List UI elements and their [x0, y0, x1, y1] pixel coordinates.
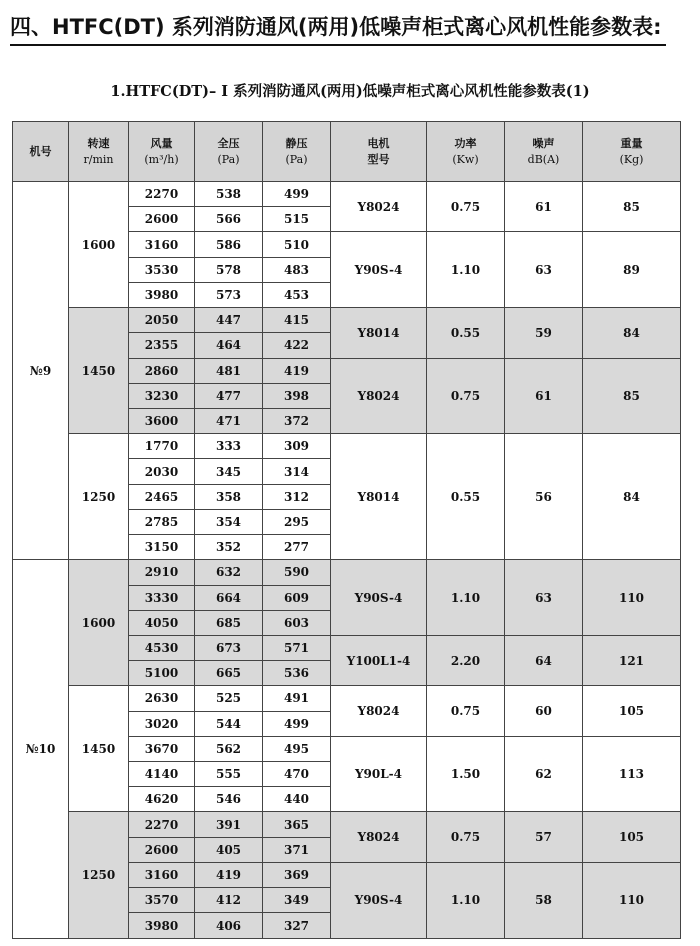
motor-cell: Y8014 [331, 308, 427, 358]
flow-cell: 3160 [129, 232, 195, 257]
power-cell: 0.75 [427, 812, 505, 862]
static-pressure-cell: 419 [263, 358, 331, 383]
page-title: 四、HTFC(DT) 系列消防通风(两用)低噪声柜式离心风机性能参数表: [10, 14, 666, 46]
weight-cell: 85 [583, 182, 681, 232]
weight-cell: 105 [583, 812, 681, 862]
flow-cell: 2270 [129, 182, 195, 207]
power-cell: 1.10 [427, 560, 505, 636]
static-pressure-cell: 422 [263, 333, 331, 358]
total-pressure-cell: 391 [195, 812, 263, 837]
static-pressure-cell: 571 [263, 635, 331, 660]
table-row [13, 434, 681, 459]
flow-cell: 3530 [129, 257, 195, 282]
power-cell: 1.50 [427, 736, 505, 812]
motor-cell: Y100L1-4 [331, 635, 427, 685]
speed-cell: 1250 [69, 434, 129, 560]
weight-cell: 89 [583, 232, 681, 308]
total-pressure-cell: 573 [195, 282, 263, 307]
weight-cell: 84 [583, 434, 681, 560]
static-pressure-cell: 398 [263, 383, 331, 408]
weight-cell: 113 [583, 736, 681, 812]
total-pressure-cell: 419 [195, 862, 263, 887]
total-pressure-cell: 354 [195, 509, 263, 534]
total-pressure-cell: 562 [195, 736, 263, 761]
noise-cell: 61 [505, 182, 583, 232]
flow-cell: 1770 [129, 434, 195, 459]
flow-cell: 3330 [129, 585, 195, 610]
noise-cell: 58 [505, 862, 583, 938]
header-static-pressure: 静压 (Pa) [263, 122, 331, 182]
flow-cell: 3230 [129, 383, 195, 408]
flow-cell: 2050 [129, 308, 195, 333]
total-pressure-cell: 685 [195, 610, 263, 635]
static-pressure-cell: 470 [263, 762, 331, 787]
flow-cell: 2630 [129, 686, 195, 711]
static-pressure-cell: 371 [263, 837, 331, 862]
table-title: 1.HTFC(DT)– Ⅰ 系列消防通风(两用)低噪声柜式离心风机性能参数表(1) [110, 83, 590, 100]
total-pressure-cell: 546 [195, 787, 263, 812]
flow-cell: 3600 [129, 408, 195, 433]
static-pressure-cell: 483 [263, 257, 331, 282]
static-pressure-cell: 603 [263, 610, 331, 635]
static-pressure-cell: 491 [263, 686, 331, 711]
model-cell: №9 [13, 182, 69, 560]
flow-cell: 2270 [129, 812, 195, 837]
table-row [13, 308, 681, 333]
header-motor: 电机 型号 [331, 122, 427, 182]
flow-cell: 4140 [129, 762, 195, 787]
speed-cell: 1450 [69, 686, 129, 812]
power-cell: 1.10 [427, 232, 505, 308]
total-pressure-cell: 665 [195, 661, 263, 686]
header-noise: 噪声 dB(A) [505, 122, 583, 182]
table-body [13, 182, 681, 939]
motor-cell: Y90S-4 [331, 232, 427, 308]
flow-cell: 2355 [129, 333, 195, 358]
static-pressure-cell: 415 [263, 308, 331, 333]
total-pressure-cell: 578 [195, 257, 263, 282]
speed-cell: 1250 [69, 812, 129, 939]
static-pressure-cell: 349 [263, 888, 331, 913]
header-speed: 转速 r/min [69, 122, 129, 182]
flow-cell: 2860 [129, 358, 195, 383]
static-pressure-cell: 515 [263, 207, 331, 232]
static-pressure-cell: 440 [263, 787, 331, 812]
noise-cell: 63 [505, 232, 583, 308]
noise-cell: 57 [505, 812, 583, 862]
power-cell: 0.75 [427, 686, 505, 736]
static-pressure-cell: 536 [263, 661, 331, 686]
total-pressure-cell: 566 [195, 207, 263, 232]
noise-cell: 64 [505, 635, 583, 685]
motor-cell: Y90S-4 [331, 560, 427, 636]
table-header-row [13, 122, 681, 182]
static-pressure-cell: 372 [263, 408, 331, 433]
power-cell: 1.10 [427, 862, 505, 938]
motor-cell: Y8024 [331, 182, 427, 232]
total-pressure-cell: 405 [195, 837, 263, 862]
flow-cell: 2785 [129, 509, 195, 534]
static-pressure-cell: 314 [263, 459, 331, 484]
flow-cell: 2030 [129, 459, 195, 484]
weight-cell: 121 [583, 635, 681, 685]
static-pressure-cell: 365 [263, 812, 331, 837]
static-pressure-cell: 312 [263, 484, 331, 509]
flow-cell: 2910 [129, 560, 195, 585]
performance-table [12, 121, 681, 939]
flow-cell: 4620 [129, 787, 195, 812]
total-pressure-cell: 544 [195, 711, 263, 736]
total-pressure-cell: 664 [195, 585, 263, 610]
static-pressure-cell: 499 [263, 711, 331, 736]
table-row [13, 560, 681, 585]
total-pressure-cell: 333 [195, 434, 263, 459]
total-pressure-cell: 673 [195, 635, 263, 660]
power-cell: 0.55 [427, 308, 505, 358]
header-power: 功率 (Kw) [427, 122, 505, 182]
noise-cell: 60 [505, 686, 583, 736]
total-pressure-cell: 555 [195, 762, 263, 787]
noise-cell: 59 [505, 308, 583, 358]
motor-cell: Y90S-4 [331, 862, 427, 938]
table-row [13, 182, 681, 207]
noise-cell: 63 [505, 560, 583, 636]
total-pressure-cell: 412 [195, 888, 263, 913]
static-pressure-cell: 327 [263, 913, 331, 939]
total-pressure-cell: 477 [195, 383, 263, 408]
flow-cell: 2600 [129, 207, 195, 232]
total-pressure-cell: 464 [195, 333, 263, 358]
noise-cell: 61 [505, 358, 583, 434]
flow-cell: 2600 [129, 837, 195, 862]
weight-cell: 110 [583, 862, 681, 938]
total-pressure-cell: 525 [195, 686, 263, 711]
flow-cell: 4050 [129, 610, 195, 635]
model-cell: №10 [13, 560, 69, 939]
total-pressure-cell: 538 [195, 182, 263, 207]
total-pressure-cell: 481 [195, 358, 263, 383]
power-cell: 2.20 [427, 635, 505, 685]
flow-cell: 2465 [129, 484, 195, 509]
total-pressure-cell: 471 [195, 408, 263, 433]
weight-cell: 85 [583, 358, 681, 434]
static-pressure-cell: 510 [263, 232, 331, 257]
header-total-pressure: 全压 (Pa) [195, 122, 263, 182]
weight-cell: 110 [583, 560, 681, 636]
flow-cell: 4530 [129, 635, 195, 660]
static-pressure-cell: 499 [263, 182, 331, 207]
flow-cell: 3980 [129, 913, 195, 939]
header-model: 机号 [13, 122, 69, 182]
static-pressure-cell: 453 [263, 282, 331, 307]
motor-cell: Y8024 [331, 686, 427, 736]
flow-cell: 3670 [129, 736, 195, 761]
flow-cell: 3020 [129, 711, 195, 736]
weight-cell: 105 [583, 686, 681, 736]
static-pressure-cell: 309 [263, 434, 331, 459]
flow-cell: 3570 [129, 888, 195, 913]
power-cell: 0.55 [427, 434, 505, 560]
header-flow: 风量 (m³/h) [129, 122, 195, 182]
table-row [13, 686, 681, 711]
flow-cell: 5100 [129, 661, 195, 686]
static-pressure-cell: 495 [263, 736, 331, 761]
power-cell: 0.75 [427, 358, 505, 434]
flow-cell: 3150 [129, 535, 195, 560]
motor-cell: Y90L-4 [331, 736, 427, 812]
static-pressure-cell: 369 [263, 862, 331, 887]
power-cell: 0.75 [427, 182, 505, 232]
speed-cell: 1600 [69, 182, 129, 308]
total-pressure-cell: 352 [195, 535, 263, 560]
static-pressure-cell: 277 [263, 535, 331, 560]
header-weight: 重量 (Kg) [583, 122, 681, 182]
speed-cell: 1600 [69, 560, 129, 686]
motor-cell: Y8024 [331, 358, 427, 434]
motor-cell: Y8014 [331, 434, 427, 560]
total-pressure-cell: 345 [195, 459, 263, 484]
total-pressure-cell: 358 [195, 484, 263, 509]
static-pressure-cell: 295 [263, 509, 331, 534]
total-pressure-cell: 447 [195, 308, 263, 333]
noise-cell: 62 [505, 736, 583, 812]
flow-cell: 3980 [129, 282, 195, 307]
total-pressure-cell: 406 [195, 913, 263, 939]
weight-cell: 84 [583, 308, 681, 358]
motor-cell: Y8024 [331, 812, 427, 862]
total-pressure-cell: 586 [195, 232, 263, 257]
table-row [13, 812, 681, 837]
total-pressure-cell: 632 [195, 560, 263, 585]
flow-cell: 3160 [129, 862, 195, 887]
speed-cell: 1450 [69, 308, 129, 434]
static-pressure-cell: 609 [263, 585, 331, 610]
static-pressure-cell: 590 [263, 560, 331, 585]
noise-cell: 56 [505, 434, 583, 560]
